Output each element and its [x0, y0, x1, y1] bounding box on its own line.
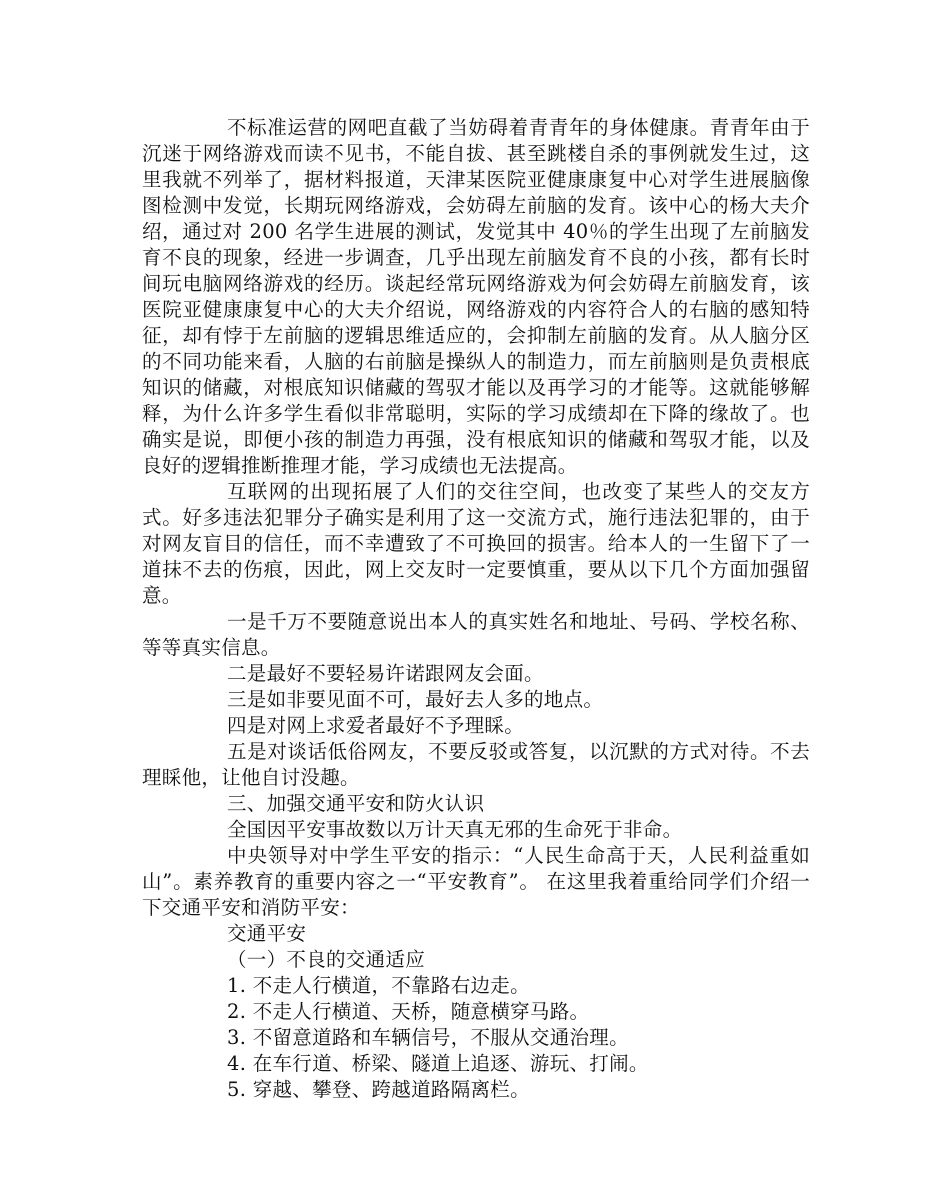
section-heading-traffic-fire-safety: 三、加强交通平安和防火认识 [227, 792, 485, 815]
list-item: 3. 不留意道路和车辆信号，不服从交通治理。 [227, 1026, 629, 1049]
document-body [142, 115, 810, 1103]
list-item: 4. 在车行道、桥梁、隧道上追逐、游玩、打闹。 [227, 1052, 649, 1075]
subheading-traffic-safety: 交通平安 [227, 922, 307, 945]
paragraph-tip-4: 四是对网上求爱者最好不予理睬。 [227, 714, 525, 737]
paragraph-tip-3: 三是如非要见面不可，最好去人多的地点。 [227, 688, 604, 711]
paragraph-internet-cafe-health: 不标准运营的网吧直截了当妨碍着青青年的身体健康。青青年由于沉迷于网络游戏而读不见书，不能自拔、甚至跳楼自杀的事例就发生过，这里我就不列举了，据材料报道，天津某医院亚健康康复中心对学生进展脑像图检测中发觉，长期玩网络游戏，会妨碍左前脑的发育。该中心的杨大夫介绍，通过对 200 名学生进展的测试，发觉其中 40％的学生出现了左前脑发育不良的现象，经进一步调查，几乎出现左前脑发育不良的小孩，都有长时间玩电脑网络游戏的经历。谈起经常玩网络游戏为何会妨碍左前脑发育，该医院亚健康康复中心的大夫介绍说，网络游戏的内容符合人的右脑的感知特征，却有悖于左前脑的逻辑思维适应的，会抑制左前脑的发育。从人脑分区的不同功能来看，人脑的右前脑是操纵人的制造力，而左前脑则是负责根底知识的储藏，对根底知识储藏的驾驭才能以及再学习的才能等。这就能够解释，为什么许多学生看似非常聪明，实际的学习成绩却在下降的缘故了。也确实是说，即便小孩的制造力再强，没有根底知识的储藏和驾驭才能，以及良好的逻辑推断推理才能，学习成绩也无法提高。 [142, 116, 810, 477]
paragraph-accident-stats: 全国因平安事故数以万计天真无邪的生命死于非命。 [227, 818, 683, 841]
list-item: 2. 不走人行横道、天桥，随意横穿马路。 [227, 1000, 590, 1023]
paragraph-online-friends: 互联网的出现拓展了人们的交往空间，也改变了某些人的交友方式。好多违法犯罪分子确实是利用了这一交流方式，施行违法犯罪的，由于对网友盲目的信任，而不幸遭致了不可换回的损害。给本人的一生留下了一道抹不去的伤痕，因此，网上交友时一定要慎重，要从以下几个方面加强留意。 [142, 480, 810, 607]
subheading-bad-habits: （一）不良的交通适应 [227, 948, 426, 971]
list-item: 1. 不走人行横道，不靠路右边走。 [227, 974, 530, 997]
paragraph-leadership-instruction: 中央领导对中学生平安的指示：“人民生命高于天，人民利益重如山”。素养教育的重要内容之一“平安教育”。 在这里我着重给同学们介绍一下交通平安和消防平安： [142, 844, 810, 919]
list-item: 5. 穿越、攀登、跨越道路隔离栏。 [227, 1078, 530, 1101]
paragraph-tip-1: 一是千万不要随意说出本人的真实姓名和地址、号码、学校名称、等等真实信息。 [142, 610, 810, 659]
paragraph-tip-5: 五是对谈话低俗网友，不要反驳或答复，以沉默的方式对待。不去理睬他，让他自讨没趣。 [142, 740, 810, 789]
paragraph-tip-2: 二是最好不要轻易许诺跟网友会面。 [227, 662, 544, 685]
